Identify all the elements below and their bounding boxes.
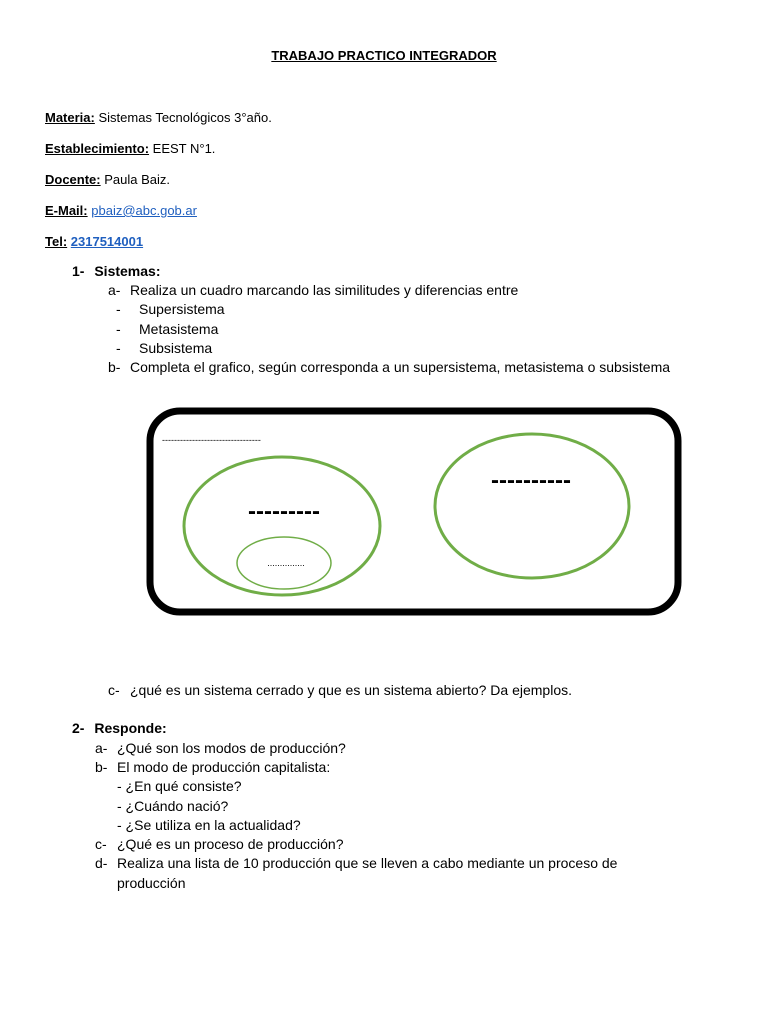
- section1-number: 1-: [72, 263, 85, 279]
- materia-label: Materia:: [45, 110, 95, 125]
- section2-item-b: [95, 759, 330, 775]
- section2-heading: [72, 720, 167, 736]
- right-system-ellipse: [435, 434, 629, 578]
- subsistema-label: Subsistema: [139, 340, 213, 356]
- right-blank-line: ----------: [491, 467, 571, 494]
- supersistema-label: Supersistema: [139, 301, 225, 317]
- materia-value: Sistemas Tecnológicos 3°año.: [98, 110, 272, 125]
- item-marker: b-: [108, 359, 121, 375]
- item-text: Completa el grafico, según corresponda a un supersistema, metasistema o subsistema: [130, 359, 671, 375]
- left-system-ellipse: [184, 457, 380, 595]
- sub-question-item: - ¿Cuándo nació?: [117, 798, 229, 814]
- docente-label: Docente:: [45, 172, 101, 187]
- section1-item-c: [108, 682, 572, 698]
- item-marker: c-: [95, 836, 107, 852]
- item-marker: d-: [95, 855, 108, 871]
- establecimiento-value: EEST N°1.: [152, 141, 216, 156]
- email-link[interactable]: pbaiz@abc.gob.ar: [91, 203, 197, 218]
- item-marker: a-: [95, 740, 108, 756]
- tel-label: Tel:: [45, 234, 68, 249]
- email-label: E-Mail:: [45, 203, 88, 218]
- item-marker: b-: [95, 759, 108, 775]
- section2-item-a: [95, 740, 346, 756]
- docente-value: Paula Baiz.: [104, 172, 171, 187]
- sub-question-item: - ¿En qué consiste?: [117, 778, 242, 794]
- inner-blank-line: ...............: [267, 558, 305, 568]
- sub-list-item: - Metasistema: [116, 321, 219, 337]
- section2-item-d-continuation: producción: [117, 875, 186, 891]
- sub-list-item: - Supersistema: [116, 301, 225, 317]
- item-text: ¿Qué son los modos de producción?: [117, 740, 346, 756]
- item-text: El modo de producción capitalista:: [117, 759, 331, 775]
- item-text: ¿qué es un sistema cerrado y que es un sistema abierto? Da ejemplos.: [130, 682, 573, 698]
- document-title: TRABAJO PRACTICO INTEGRADOR: [271, 48, 497, 63]
- tel-link[interactable]: 2317514001: [70, 234, 144, 249]
- item-text: Realiza una lista de 10 producción que se lleven a cabo mediante un proceso de: [117, 855, 618, 871]
- section2-item-d: [95, 855, 617, 871]
- left-blank-line: ---------: [248, 498, 320, 525]
- outer-blank-line: ---------------------------------: [162, 435, 261, 445]
- section2-item-c: [95, 836, 343, 852]
- section2-title: Responde:: [94, 720, 167, 736]
- item-marker: a-: [108, 282, 121, 298]
- section1-title: Sistemas:: [94, 263, 161, 279]
- sub-question-item: - ¿Se utiliza en la actualidad?: [117, 817, 301, 833]
- item-text: ¿Qué es un proceso de producción?: [117, 836, 344, 852]
- establecimiento-label: Establecimiento:: [45, 141, 150, 156]
- item-text: Realiza un cuadro marcando las similitudes y diferencias entre: [130, 282, 519, 298]
- sub-list-item: - Subsistema: [116, 340, 213, 356]
- item-marker: c-: [108, 682, 120, 698]
- metasistema-label: Metasistema: [139, 321, 219, 337]
- section2-number: 2-: [72, 720, 85, 736]
